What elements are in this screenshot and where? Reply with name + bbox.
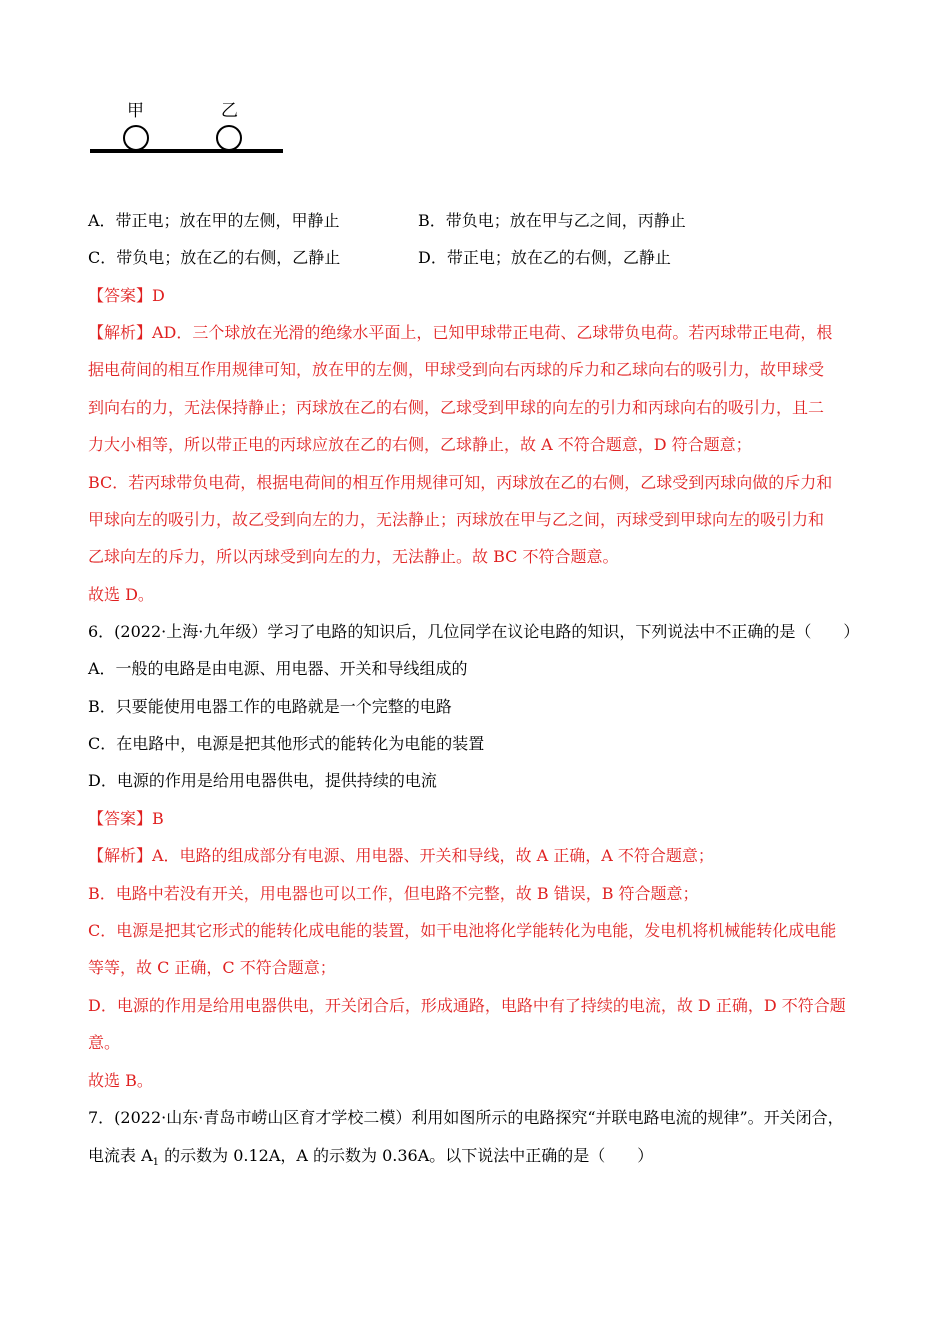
q5-option-c: C．带负电；放在乙的右侧，乙静止 (88, 248, 341, 267)
q7-stem-pre: 电流表 A (88, 1146, 153, 1165)
q6-option-c: C．在电路中，电源是把其他形式的能转化为电能的装置 (88, 734, 485, 753)
q6-analysis-line-4: 等等，故 C 正确，C 不符合题意； (88, 958, 336, 977)
q6-option-a: A．一般的电路是由电源、用电器、开关和导线组成的 (88, 659, 468, 678)
q5-option-d: D．带正电；放在乙的右侧，乙静止 (418, 248, 671, 267)
q6-option-d: D．电源的作用是给用电器供电，提供持续的电流 (88, 771, 437, 790)
q6-answer: 【答案】B (88, 809, 164, 828)
q6-conclusion: 故选 B。 (88, 1071, 153, 1090)
label-jia: 甲 (127, 101, 144, 121)
q5-analysis-line-5: BC．若丙球带负电荷，根据电荷间的相互作用规律可知，丙球放在乙的右侧，乙球受到丙球向做的斥力和 (88, 473, 833, 492)
q5-conclusion: 故选 D。 (88, 585, 154, 604)
q6-option-b: B．只要能使用电器工作的电路就是一个完整的电路 (88, 697, 452, 716)
q5-option-a: A．带正电；放在甲的左侧，甲静止 (88, 211, 340, 230)
q5-analysis-line-6: 甲球向左的吸引力，故乙受到向左的力，无法静止；丙球放在甲与乙之间，丙球受到甲球向左的吸引力和 (88, 510, 825, 529)
q6-analysis-line-3: C．电源是把其它形式的能转化成电能的装置，如干电池将化学能转化为电能，发电机将机械能转化成电能 (88, 921, 837, 940)
q6-analysis-line-5: D．电源的作用是给用电器供电，开关闭合后，形成通路，电路中有了持续的电流，故 D 正确，D 不符合题 (88, 996, 846, 1015)
ball-yi (217, 126, 241, 150)
q5-analysis-line-1: 【解析】AD．三个球放在光滑的绝缘水平面上，已知甲球带正电荷、乙球带负电荷。若丙球带正电荷，根 (88, 323, 833, 342)
q5-analysis-line-3: 到向右的力，无法保持静止；丙球放在乙的右侧，乙球受到甲球的向左的引力和丙球向右的吸引力，且二 (88, 398, 825, 417)
q5-answer: 【答案】D (88, 286, 165, 305)
q6-stem: 6．(2022·上海·九年级）学习了电路的知识后，几位同学在议论电路的知识，下列说法中不正确的是（ ） (88, 622, 860, 641)
q5-analysis-line-4: 力大小相等，所以带正电的丙球应放在乙的右侧，乙球静止，故 A 不符合题意，D 符合题意； (88, 435, 752, 454)
q5-option-b: B．带负电；放在甲与乙之间，丙静止 (418, 211, 686, 230)
q7-ammeter-subscript: 1 (152, 1157, 160, 1169)
q7-stem-line-1: 7．(2022·山东·青岛市崂山区育才学校二模）利用如图所示的电路探究“并联电路电流的规律”。开关闭合， (88, 1108, 844, 1127)
q6-analysis-line-2: B．电路中若没有开关，用电器也可以工作，但电路不完整，故 B 错误，B 符合题意； (88, 884, 699, 903)
ball-jia (124, 126, 148, 150)
label-yi: 乙 (221, 101, 238, 121)
q6-analysis-line-1: 【解析】A．电路的组成部分有电源、用电器、开关和导线，故 A 正确，A 不符合题意； (88, 846, 714, 865)
q7-stem-line-2 (88, 1145, 653, 1174)
q5-analysis-line-7: 乙球向左的斥力，所以丙球受到向左的力，无法静止。故 BC 不符合题意。 (88, 547, 619, 566)
q6-analysis-line-6: 意。 (88, 1033, 121, 1052)
q7-stem-post: 的示数为 0.12A，A 的示数为 0.36A。以下说法中正确的是（ ） (159, 1146, 654, 1165)
q5-analysis-line-2: 据电荷间的相互作用规律可知，放在甲的左侧，甲球受到向右丙球的斥力和乙球向右的吸引力，故甲球受 (88, 360, 825, 379)
charged-balls-figure (0, 0, 950, 170)
